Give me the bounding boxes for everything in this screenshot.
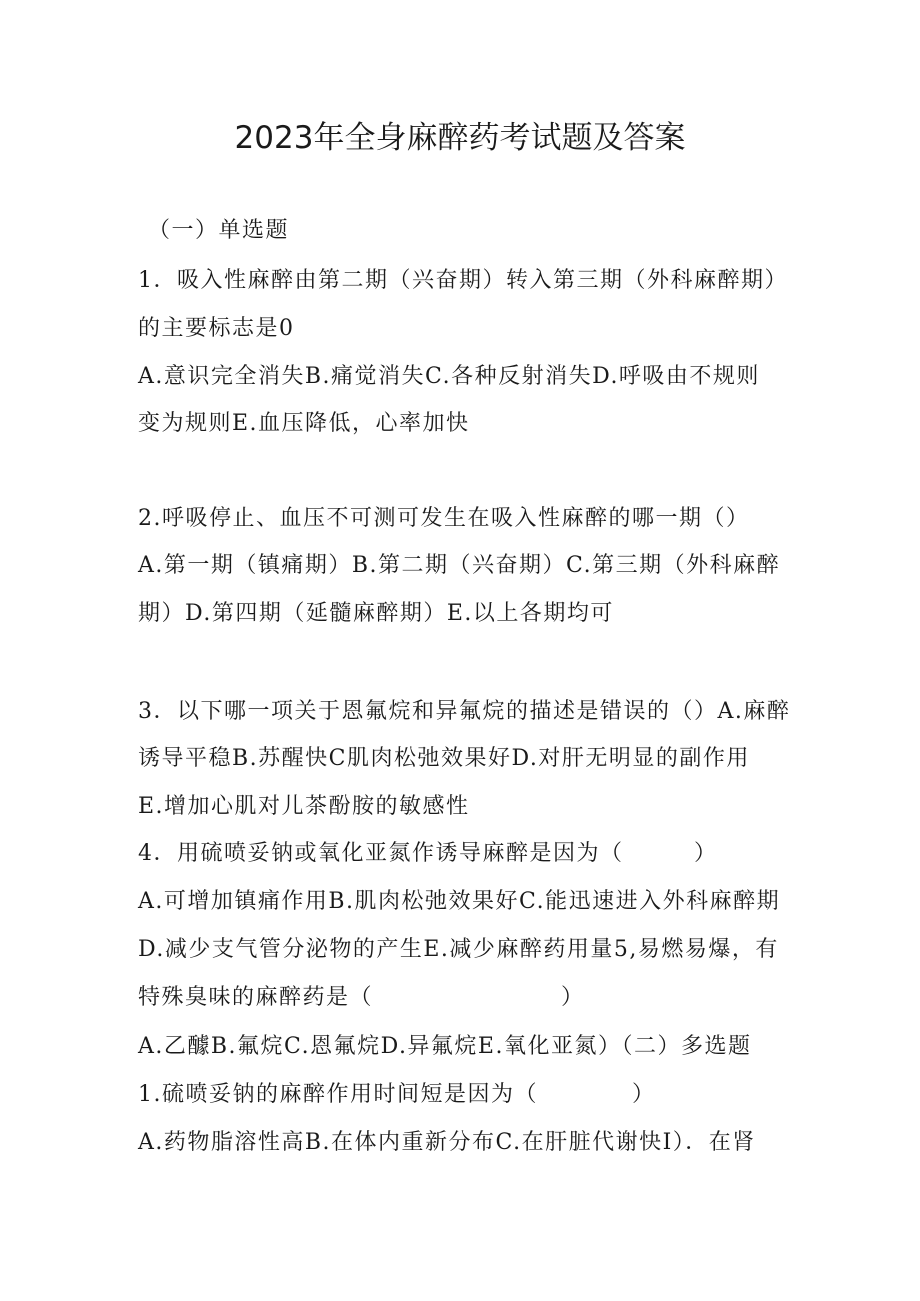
- question-3-line-2: 诱导平稳B.苏醒快C肌肉松弛效果好D.对肝无明显的副作用: [138, 746, 750, 771]
- section-heading-single-choice: （一）单选题: [148, 218, 290, 243]
- question-2-options-line-2: 期）D.第四期（延髓麻醉期）E.以上各期均可: [138, 601, 614, 626]
- multi-question-1-stem: 1.硫喷妥钠的麻醉作用时间短是因为（ ）: [138, 1082, 656, 1107]
- question-1-stem-line-2: 的主要标志是0: [138, 316, 295, 341]
- question-4-stem: 4．用硫喷妥钠或氧化亚氮作诱导麻醉是因为（ ）: [138, 841, 718, 866]
- question-1-options-line-2: 变为规则E.血压降低，心率加快: [138, 411, 470, 436]
- question-2-options-line-1: A.第一期（镇痛期）B.第二期（兴奋期）C.第三期（外科麻醉: [138, 553, 781, 578]
- question-4-options-line-2: D.减少支气管分泌物的产生E.减少麻醉药用量5,易燃易爆，有: [138, 937, 779, 962]
- question-2-stem: 2.呼吸停止、血压不可测可发生在吸入性麻醉的哪一期（）: [138, 506, 750, 531]
- question-5-stem: 特殊臭味的麻醉药是（ ）: [138, 985, 585, 1010]
- document-title: 2023年全身麻醉药考试题及答案: [234, 120, 686, 156]
- question-3-line-3: E.增加心肌对儿茶酚胺的敏感性: [138, 794, 470, 819]
- question-3-line-1: 3．以下哪一项关于恩氟烷和异氟烷的描述是错误的（）A.麻醉: [138, 699, 791, 724]
- question-4-options-line-1: A.可增加镇痛作用B.肌肉松弛效果好C.能迅速进入外科麻醉期: [138, 889, 781, 914]
- question-1-options-line-1: A.意识完全消失B.痛觉消失C.各种反射消失D.呼吸由不规则: [138, 364, 760, 389]
- multi-question-1-options: A.药物脂溶性高B.在体内重新分布C.在肝脏代谢快I）．在肾: [138, 1130, 756, 1155]
- question-1-stem-line-1: 1．吸入性麻醉由第二期（兴奋期）转入第三期（外科麻醉期）: [138, 268, 788, 293]
- question-5-options: A.乙醵B.氟烷C.恩氟烷D.异氟烷E.氧化亚氮）（二）多选题: [138, 1034, 752, 1059]
